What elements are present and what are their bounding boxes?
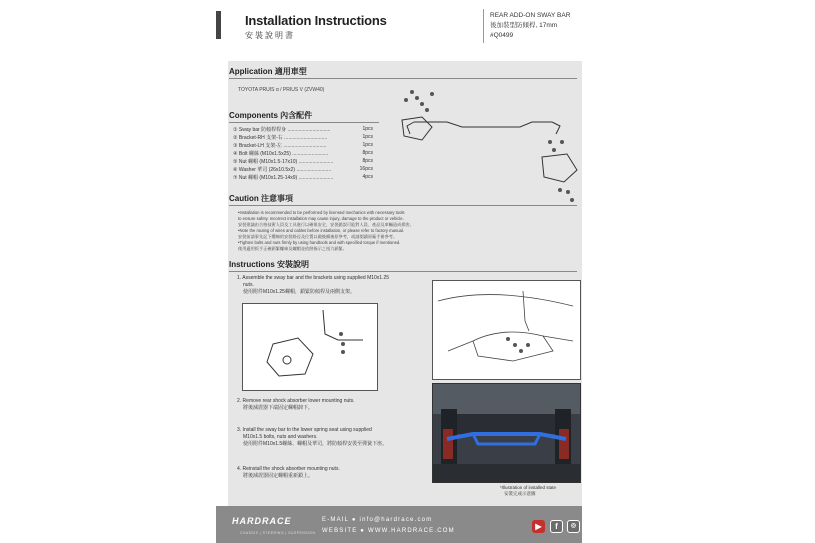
caution-text: •Installation is recommended to be performed by licensed mechanics with necessary tools to ensure safety. Incorrect installation may cause injury, damage to the product or vehicle. 安裝建議由合格技術人員及工具進行以確保安全，安裝錯誤可能對人員、產品及車輛造成損害。 •Note the routing of wires and cables before installation, or please refer to factory manual. 安裝前請事先記下纜線的安裝路徑及位置以做後續複原參考，或請閱讀原廠手冊參考。 •Tighten bolts and nuts firmly by using handtools and with specified torque if mentioned. 使用適用扳手正確鎖緊螺絲及螺帽並依照指示之扭力鎖緊。 [238, 210, 414, 251]
component-item: ⑤ Nut 螺帽 (M10x1.5-17x10) ......................... 8pcs [233, 158, 373, 165]
logo-tagline: CHASSIS | STEERING | SUSPENSION [240, 531, 316, 535]
page-subtitle: 安裝說明書 [245, 31, 295, 40]
instruction-step-1: 1. Assemble the sway bar and the brackets using supplied M10x1.25 nuts. 使用附件M10x1.25螺帽，鎖緊防傾桿及兩側支架。 [237, 275, 390, 296]
application-heading: Application 適用車型 [229, 67, 307, 76]
product-name-zh: 後加裝型防傾桿, 17mm [490, 22, 558, 29]
component-item: ① Sway bar 防傾桿桿身 ............................... 1pcs [233, 126, 373, 133]
hardrace-logo: HARDRACE [232, 516, 292, 526]
facebook-icon[interactable]: f [550, 520, 563, 533]
sway-bar-drawing [414, 122, 552, 127]
photo-caption: *Illustration of installed state 安裝完成示意圖 [500, 485, 557, 496]
contact-website[interactable]: WEBSITE ● WWW.HARDRACE.COM [322, 528, 455, 534]
component-item: ④ Bolt 螺絲 (M10x1.5x25) .......................... 8pcs [233, 150, 373, 157]
part-number: #Q0499 [490, 32, 514, 39]
bracket-rh-drawing [402, 117, 432, 140]
step-1-illustration [242, 303, 378, 391]
youtube-icon[interactable]: ▶ [532, 520, 545, 533]
contact-email[interactable]: E-MAIL ● info@hardrace.com [322, 517, 433, 523]
instructions-heading: Instructions 安裝說明 [229, 260, 310, 269]
application-divider [229, 78, 577, 79]
installed-state-photo [432, 383, 581, 483]
instruction-step-2: 2. Remove rear shock absorber lower mounting nuts. 將後減震器下端固定螺帽卸下。 [237, 398, 355, 412]
caution-divider [229, 205, 577, 206]
product-info [490, 11, 570, 41]
component-item: ③ Bracket-LH 支架-左 ............................... 1pcs [233, 142, 373, 149]
page-title: Installation Instructions [245, 13, 387, 28]
instructions-divider [229, 271, 577, 272]
bracket-lh-drawing [542, 154, 577, 182]
wechat-icon[interactable]: ◎ [567, 520, 580, 533]
step-2-illustration [432, 280, 581, 380]
header-divider [483, 9, 484, 43]
instruction-step-4: 4. Reinstall the shock absorber mounting nuts. 將後減震器固定螺帽重新鎖上。 [237, 466, 340, 480]
components-divider [229, 122, 379, 123]
header-accent-bar [216, 11, 221, 39]
component-item: ⑥ Washer 華司 (26x10.5x2) ......................... 16pcs [233, 166, 373, 173]
parts-diagram [392, 82, 582, 212]
vehicle-application: TOYOTA PRUIS α / PRIUS V (ZVW40) [238, 87, 325, 93]
component-list [233, 126, 373, 182]
components-heading: Components 內含配件 [229, 111, 313, 120]
instruction-step-3: 3. Install the sway bar to the lower spring seat using supplied M10x1.5 bolts, nuts and washers. 使用附件M10x1.5螺絲、螺帽及華司，將防傾桿安裝至彈簧下座。 [237, 427, 388, 448]
component-item: ② Bracket-RH 支架-右 ............................... 1pcs [233, 134, 373, 141]
product-name: REAR ADD-ON SWAY BAR [490, 12, 571, 19]
caution-heading: Caution 注意事項 [229, 194, 293, 203]
component-item: ⑦ Nut 螺帽 (M10x1.25-14x9) ......................... 4pcs [233, 174, 373, 181]
